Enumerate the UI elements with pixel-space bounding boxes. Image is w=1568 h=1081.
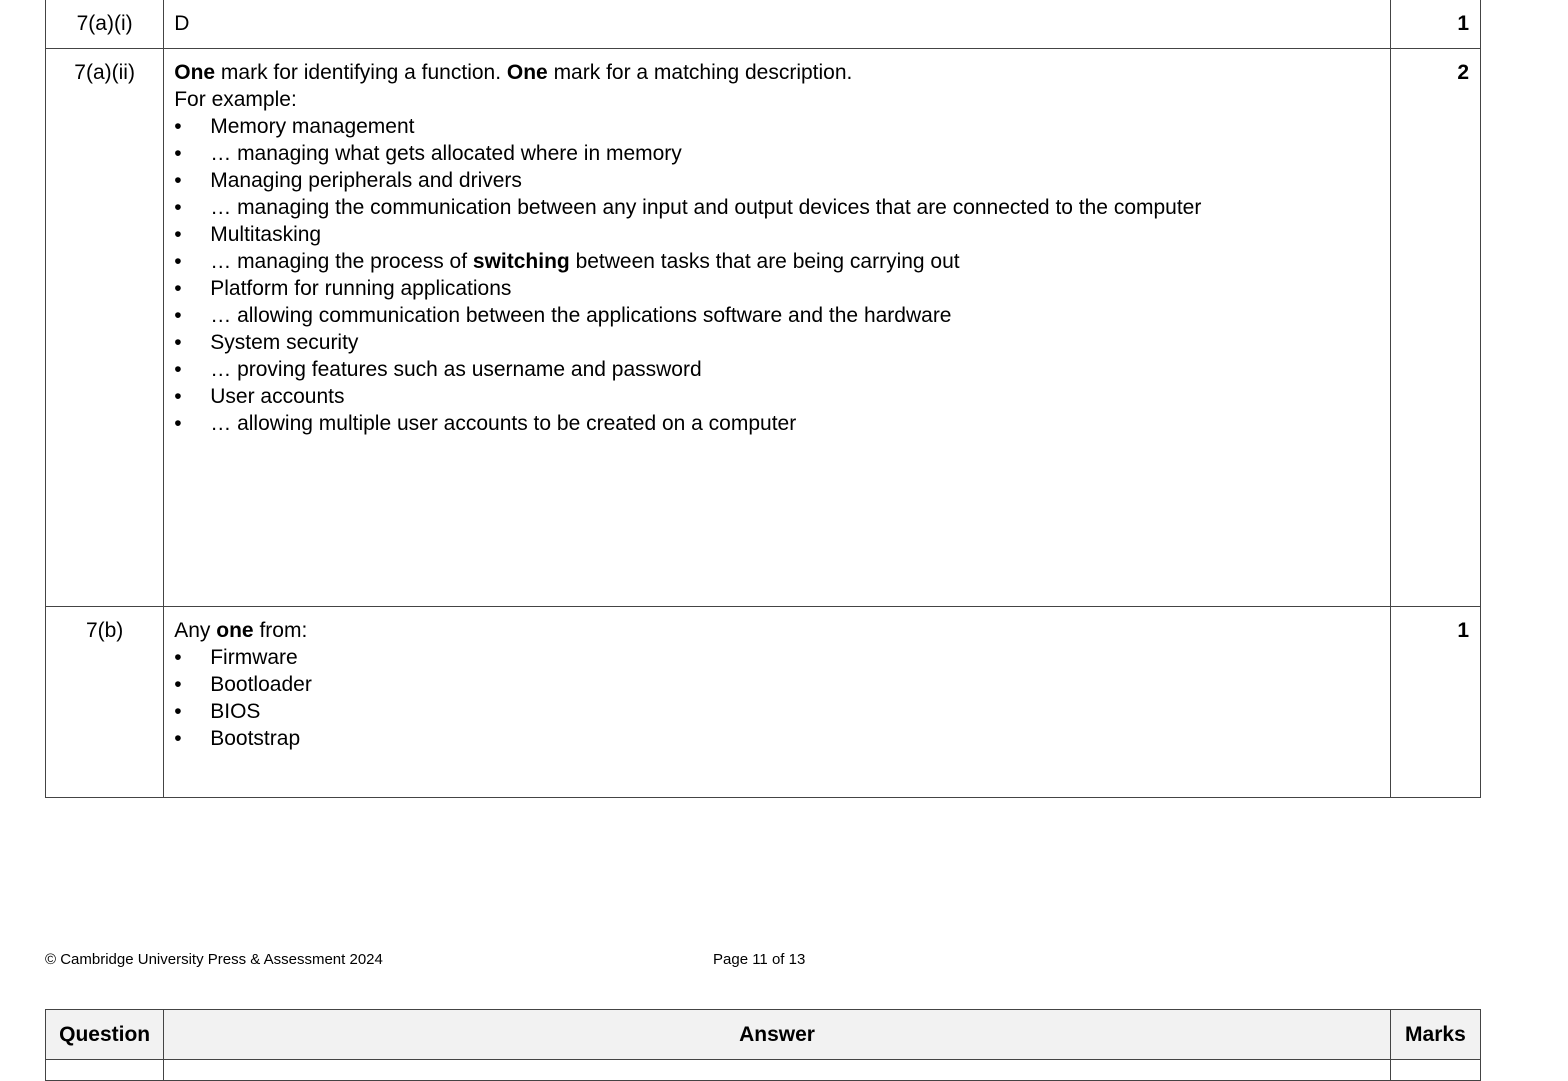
answer-intro: Any one from:	[174, 619, 308, 642]
question-number: 7(a)(ii)	[46, 49, 164, 607]
list-item: • Multitasking	[174, 221, 1380, 248]
list-item: • BIOS	[174, 698, 1380, 725]
example-label: For example:	[174, 88, 297, 111]
list-item: • Platform for running applications	[174, 275, 1380, 302]
answer-cell	[164, 607, 1391, 798]
answer-cell	[164, 49, 1391, 607]
list-item: • Bootloader	[174, 671, 1380, 698]
question-number: 7(a)(i)	[46, 0, 164, 49]
table-row	[46, 1060, 1481, 1081]
list-item: • … managing the process of switching between tasks that are being carrying out	[174, 248, 1380, 275]
list-item: • … allowing multiple user accounts to be created on a computer	[174, 410, 1380, 437]
list-item: • Firmware	[174, 644, 1380, 671]
answer-intro: One mark for identifying a function. One mark for a matching description.	[174, 61, 853, 84]
table-row	[46, 49, 1481, 607]
list-item: • Memory management	[174, 113, 1380, 140]
list-item: • Managing peripherals and drivers	[174, 167, 1380, 194]
marks-cell: 1	[1390, 607, 1480, 798]
marks-cell: 2	[1390, 49, 1480, 607]
question-number: 7(b)	[46, 607, 164, 798]
list-item: • Bootstrap	[174, 725, 1380, 752]
copyright-notice: © Cambridge University Press & Assessment 2024	[45, 951, 383, 968]
function-group	[174, 329, 1380, 383]
column-header-marks: Marks	[1390, 1010, 1480, 1060]
table-row	[46, 0, 1481, 49]
column-header-answer: Answer	[164, 1010, 1391, 1060]
function-group	[174, 167, 1380, 221]
column-header-question: Question	[46, 1010, 164, 1060]
next-page-table-header	[45, 1009, 1481, 1081]
list-item: • … allowing communication between the applications software and the hardware	[174, 302, 1380, 329]
function-group	[174, 275, 1380, 329]
marks-cell: 1	[1390, 0, 1480, 49]
function-group	[174, 383, 1380, 437]
page-number: Page 11 of 13	[713, 951, 806, 968]
function-group	[174, 113, 1380, 167]
mark-scheme-table	[45, 0, 1481, 798]
list-item: • System security	[174, 329, 1380, 356]
answer-cell: D	[164, 0, 1391, 49]
answer-list	[174, 644, 1380, 752]
page-footer	[45, 951, 1481, 971]
function-group	[174, 221, 1380, 275]
table-row	[46, 607, 1481, 798]
list-item: • User accounts	[174, 383, 1380, 410]
list-item: • … proving features such as username and password	[174, 356, 1380, 383]
header-row	[46, 1010, 1481, 1060]
list-item: • … managing what gets allocated where in memory	[174, 140, 1380, 167]
list-item: • … managing the communication between any input and output devices that are connected to the computer	[174, 194, 1380, 221]
